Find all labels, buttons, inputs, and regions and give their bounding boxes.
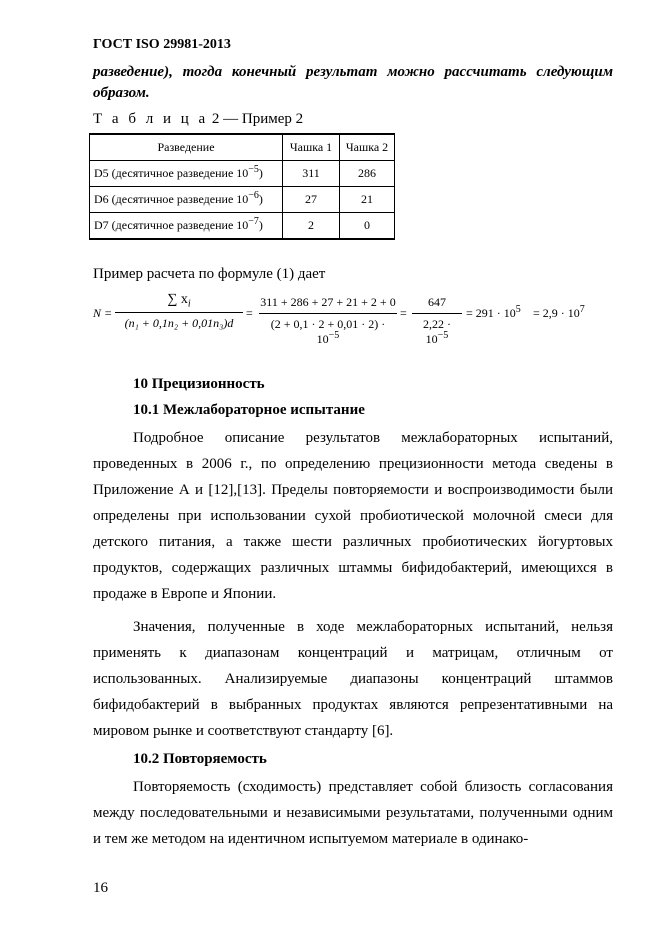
header-dish-2: Чашка 2 <box>340 134 395 161</box>
section-10-2-title: 10.2 Повторяемость <box>133 751 267 767</box>
table-caption-rest: 2 — Пример 2 <box>211 111 304 127</box>
cell-dish-2: 286 <box>340 161 395 187</box>
lead-paragraph: разведение), тогда конечный результат можно рассчитать следующим образом. <box>93 64 613 101</box>
fraction-simplified: $\frac{647}{2,22 \cdot 10^{-5}}$ <box>412 295 462 347</box>
example-intro: Пример расчета по формуле (1) дает <box>93 266 326 282</box>
table-row <box>90 161 395 187</box>
section-10-1-para-2: Значения, полученные в ходе межлабораторных испытаний, нельзя применять к диапазонам концентраций и матрицам, отличным от использованных. Анализируемые диапазоны концентраций штаммов бифидобактерий в выбранных продуктах являются репрезентативными на мировом рынке и соответствуют стандарту [6]. <box>93 619 613 739</box>
table-caption <box>93 111 303 128</box>
equals-sign: = <box>246 306 253 320</box>
fraction-general: $\frac{\sum x_i}{\text{(n₁ + 0,1n₂ + 0,01n₃)d}}$ <box>115 292 243 331</box>
cell-dish-1: 311 <box>283 161 340 187</box>
row-label: D7 (десятичное разведение $10^{-7}$) <box>90 213 283 240</box>
header-dilution: Разведение <box>90 134 283 161</box>
section-10-1-para-1: Подробное описание результатов межлабораторных испытаний, проведенных в 2006 г., по определению прецизионности метода сведены в Приложение А и [12],[13]. Пределы повторяемости и воспроизводимости были определены при использовании сухой пробиотической молочной смеси для детского питания, а также шести различных пробиотических йогуртовых продуктов, содержащих различных штаммы бифидобактерий, имеющихся в продаже в Европе и Японии. <box>93 430 613 602</box>
page-number: 16 <box>93 880 108 896</box>
cell-dish-2: 0 <box>340 213 395 240</box>
cell-dish-1: 27 <box>283 187 340 213</box>
table-header-row <box>90 134 395 161</box>
cell-dish-2: 21 <box>340 187 395 213</box>
fraction-values: $\frac{311 + 286 + 27 + 21 + 2 + 0}{(2 + 0,1 \cdot 2 + 0,01 \cdot 2) \cdot 10^{-5}}$ <box>260 295 396 346</box>
formula <box>93 292 613 346</box>
section-10-1-title: 10.1 Межлабораторное испытание <box>133 402 365 418</box>
header-dish-1: Чашка 1 <box>283 134 340 161</box>
example-table <box>89 133 395 240</box>
cell-dish-1: 2 <box>283 213 340 240</box>
equals-sign: = <box>400 306 407 320</box>
formula-result-1: = $291 \cdot 10^5$ <box>466 304 521 320</box>
row-label: D5 (десятичное разведение $10^{-5}$) <box>90 161 283 187</box>
section-10-title: 10 Прецизионность <box>133 376 265 392</box>
row-label: D6 (десятичное разведение $10^{-6}$) <box>90 187 283 213</box>
formula-lhs: N = <box>93 306 113 320</box>
document-header: ГОСТ ISO 29981-2013 <box>93 37 231 52</box>
table-caption-prefix: Т а б л и ц а <box>93 111 209 127</box>
table-row <box>90 213 395 240</box>
section-10-2-para-1: Повторяемость (сходимость) представляет собой близость согласования между последовательными и независимыми результатами, полученными одним и тем же методом на идентичном испытуемом материале в одинако- <box>93 779 613 847</box>
table-row <box>90 187 395 213</box>
formula-result-2: = $2,9 \cdot 10^7$ <box>533 304 585 320</box>
